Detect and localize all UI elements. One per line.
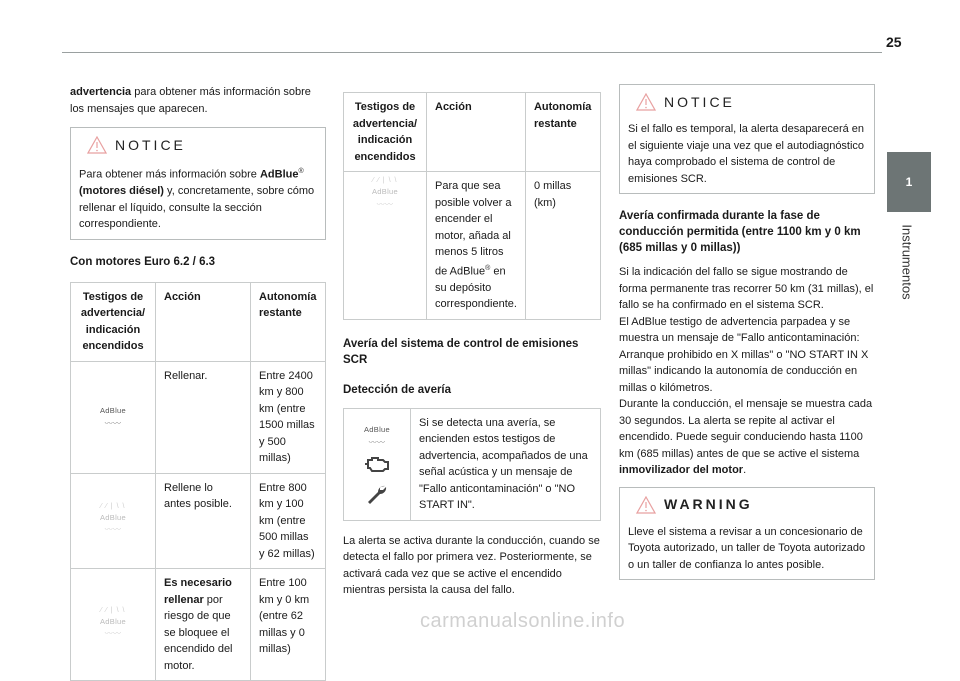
notice-title: NOTICE bbox=[636, 93, 866, 111]
paragraph: El AdBlue testigo de advertencia parpadea y se muestra un mensaje de "Fallo anticontaminación: Arranque prohibido en X millas" o "NO START IN X millas" indicando la autonomía de conducción en millas o kilómetros. bbox=[619, 315, 869, 394]
indicator-cell bbox=[71, 473, 156, 569]
adblue-flashing-icon: ⁄ ⁄ | \ \ AdBlue 〰〰 bbox=[100, 606, 126, 639]
adblue-flashing-icon: ⁄ ⁄ | \ \ AdBlue 〰〰 bbox=[100, 502, 126, 535]
table-row bbox=[71, 569, 326, 681]
section-heading: Avería confirmada durante la fase de conducción permitida (entre 1100 km y 0 km (685 millas y 0 millas)) bbox=[619, 210, 861, 254]
notice-text: Para obtener más información sobre AdBlue® (motores diésel) y, concretamente, sobre cómo rellenar el líquido, consulte la sección correspondiente. bbox=[79, 168, 315, 231]
column-header: Autonomía restante bbox=[251, 282, 326, 361]
action-cell: Para que sea posible volver a encender el motor, añada al menos 5 litros de AdBlue® en su depósito correspondiente. bbox=[427, 172, 526, 320]
page-number: 25 bbox=[886, 34, 902, 50]
column-1 bbox=[70, 84, 326, 681]
chapter-tab[interactable] bbox=[887, 152, 931, 212]
action-cell: Rellenar. bbox=[156, 361, 251, 473]
intro-paragraph: advertencia para obtener más información sobre los mensajes que aparecen. bbox=[70, 86, 311, 115]
table-row bbox=[344, 408, 601, 520]
header-rule bbox=[62, 52, 882, 53]
action-cell: Es necesario rellenar por riesgo de que se bloquee el encendido del motor. bbox=[156, 569, 251, 681]
subsection-heading: Detección de avería bbox=[343, 383, 452, 396]
notice-box bbox=[70, 127, 326, 240]
paragraph: Durante la conducción, el mensaje se muestra cada 30 segundos. La alerta se repite al activar el encendido. Puede seguir conduciendo hasta 1100 km (685 millas) antes de que se active el sistema inmovilizador del motor. bbox=[619, 398, 873, 476]
warning-triangle-icon bbox=[636, 93, 656, 111]
warning-box bbox=[619, 487, 875, 581]
chapter-label bbox=[895, 212, 919, 312]
paragraph: Si la indicación del fallo se sigue mostrando de forma permanente tras recorrer 50 km (31 millas), el fallo se ha confirmado en el sistema SCR. bbox=[619, 266, 874, 311]
watermark: carmanualsonline.info bbox=[420, 610, 626, 632]
column-header: Testigos de advertencia/ indicación encendidos bbox=[344, 93, 427, 172]
warning-table-2 bbox=[343, 92, 601, 320]
indicator-cell bbox=[71, 569, 156, 681]
notice-text: Si el fallo es temporal, la alerta desaparecerá en el siguiente viaje una vez que el autodiagnóstico haya comprobado el sistema de control de emisiones SCR. bbox=[628, 123, 865, 185]
adblue-icon: AdBlue 〰〰 bbox=[100, 406, 126, 428]
adblue-icon: AdBlue 〰〰 bbox=[364, 425, 390, 447]
notice-box bbox=[619, 84, 875, 194]
column-header: Autonomía restante bbox=[525, 93, 600, 172]
engine-icon bbox=[364, 454, 390, 474]
column-header: Testigos de advertencia/ indicación encendidos bbox=[71, 282, 156, 361]
notice-title: NOTICE bbox=[87, 136, 317, 154]
column-header: Acción bbox=[427, 93, 526, 172]
range-cell: Entre 2400 km y 800 km (entre 1500 millas y 500 millas) bbox=[251, 361, 326, 473]
action-cell: Rellene lo antes posible. bbox=[156, 473, 251, 569]
table-row bbox=[71, 361, 326, 473]
table-header-row bbox=[71, 282, 326, 361]
chapter-number: 1 bbox=[905, 175, 913, 189]
table-row bbox=[344, 172, 601, 320]
section-heading: Con motores Euro 6.2 / 6.3 bbox=[70, 255, 216, 268]
range-cell: Entre 100 km y 0 km (entre 62 millas y 0 millas) bbox=[251, 569, 326, 681]
indicator-cell bbox=[344, 172, 427, 320]
column-2 bbox=[343, 92, 601, 599]
column-3 bbox=[619, 84, 875, 592]
paragraph: La alerta se activa durante la conducción, cuando se detecta el fallo por primera vez. Posteriormente, se activará cada vez que se active el encendido mientras persista la causa del fallo. bbox=[343, 534, 600, 597]
range-cell: 0 millas (km) bbox=[525, 172, 600, 320]
warning-triangle-icon bbox=[636, 496, 656, 514]
chapter-label-text: Instrumentos bbox=[899, 224, 915, 300]
column-header: Acción bbox=[156, 282, 251, 361]
warning-text: Lleve el sistema a revisar a un concesionario de Toyota autorizado, un taller de Toyota autorizado o un taller de confianza lo antes posible. bbox=[628, 525, 866, 571]
warning-table bbox=[70, 282, 326, 681]
warning-triangle-icon bbox=[87, 136, 107, 154]
indicator-cell bbox=[344, 408, 411, 520]
fault-detection-table bbox=[343, 408, 601, 521]
range-cell: Entre 800 km y 100 km (entre 500 millas y 62 millas) bbox=[251, 473, 326, 569]
section-heading: Avería del sistema de control de emisiones SCR bbox=[343, 337, 579, 366]
table-header-row bbox=[344, 93, 601, 172]
table-row bbox=[71, 473, 326, 569]
description-cell: Si se detecta una avería, se encienden estos testigos de advertencia, acompañados de una señal acústica y un mensaje de "Fallo anticontaminación" o "NO START IN". bbox=[411, 408, 601, 520]
warning-title: WARNING bbox=[636, 496, 866, 514]
adblue-flashing-icon: ⁄ ⁄ | \ \ AdBlue 〰〰 bbox=[372, 177, 398, 209]
indicator-cell bbox=[71, 361, 156, 473]
wrench-icon bbox=[365, 482, 389, 506]
